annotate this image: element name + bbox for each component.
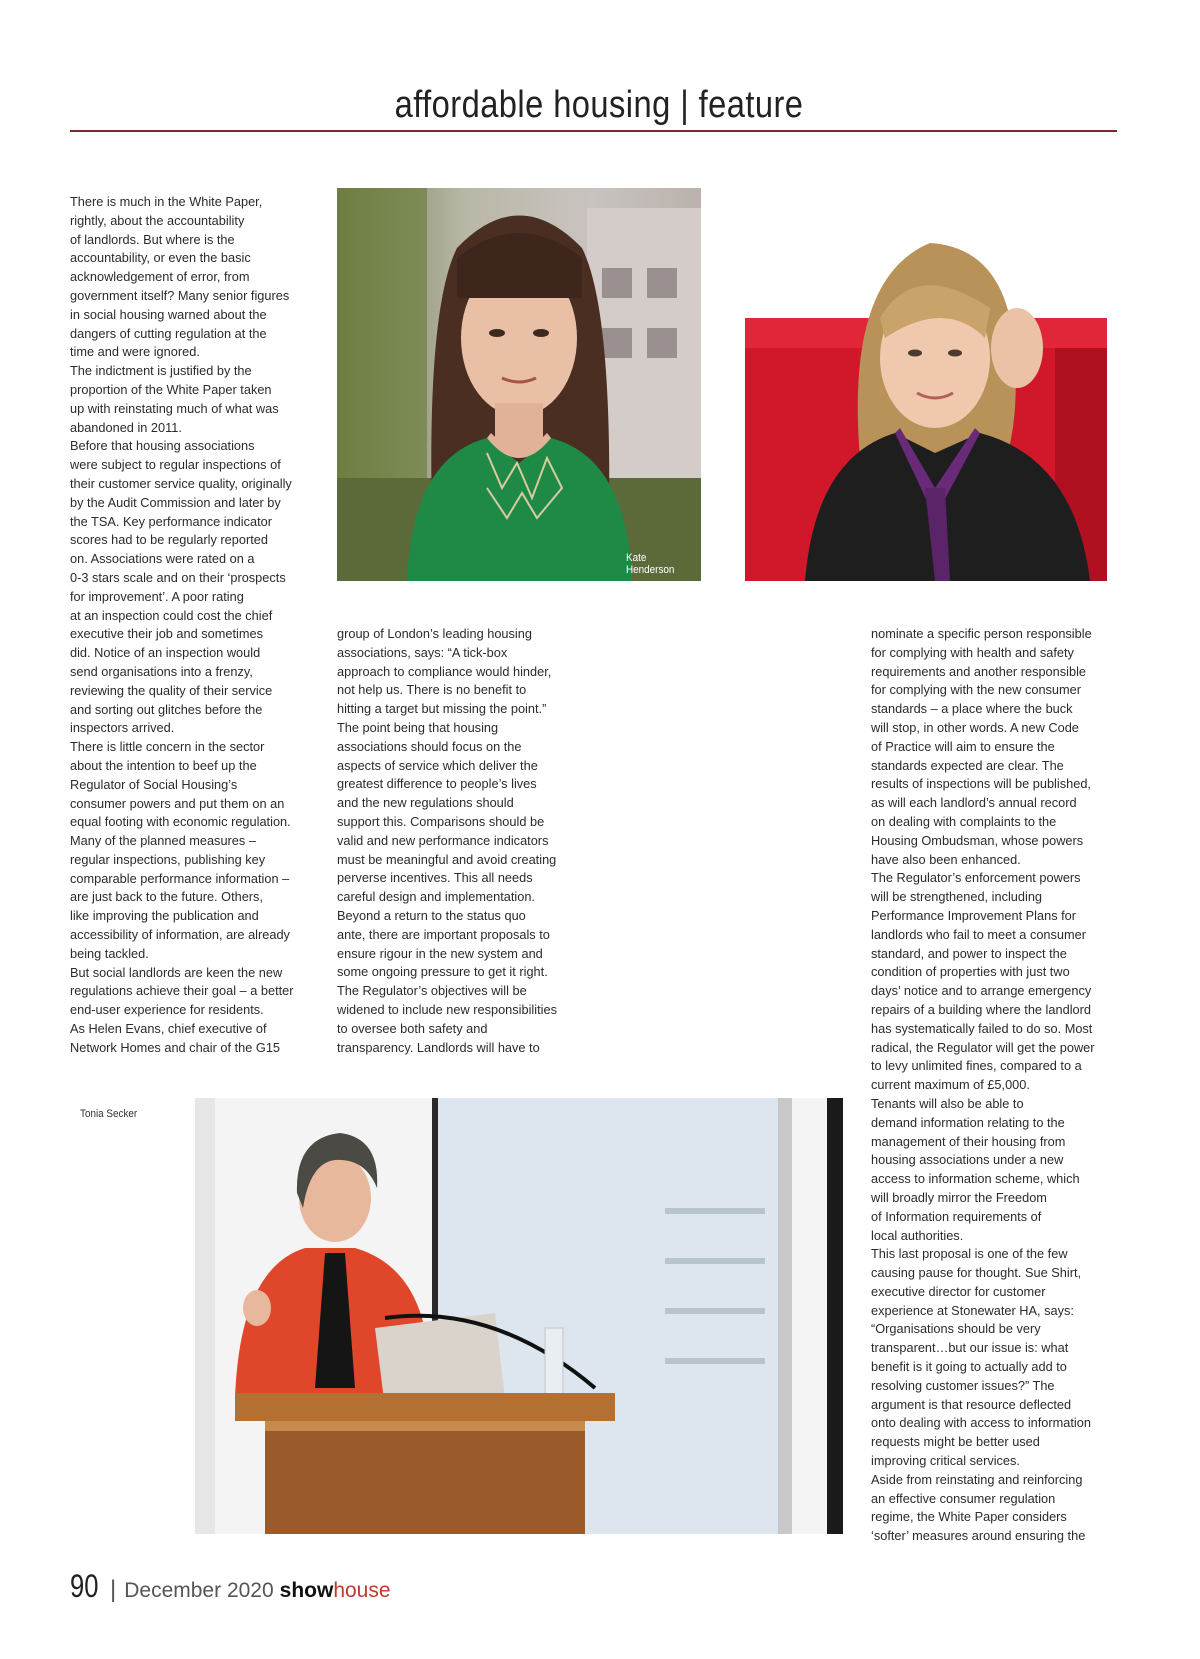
photo-kate-henderson xyxy=(337,188,701,581)
portrait-image xyxy=(337,188,701,581)
brand-logo-show: show xyxy=(279,1579,334,1602)
header-rule xyxy=(70,130,1117,132)
section-header: affordable housing | feature xyxy=(394,84,804,126)
article-column-1: There is much in the White Paper, rightly, about the accountability of landlords. But where is the accountability, or even the basic acknowledgement of error, from government itself? Many senior figures in social housing warned about the dangers of cutting regulation at the time and were ignored. The indictment is justified by the proportion of the White Paper taken up with reinstating much of what was abandoned in 2011. Before that housing associations were subject to regular inspections of their customer service quality, originally by the Audit Commission and later by the TSA. Key performance indicator scores had to be regularly reported on. Associations were rated on a 0-3 stars scale and on their ‘prospects for improvement’. A poor rating at an inspection could cost the chief executive their job and sometimes did. Notice of an inspection would send organisations into a frenzy, reviewing the quality of their service and sorting out glitches before the inspectors arrived. There is little concern in the sector about the intention to beef up the Regulator of Social Housing’s consumer powers and put them on an equal footing with economic regulation. Many of the planned measures – regular inspections, publishing key comparable performance information – are just back to the future. Others, like improving the publication and accessibility of information, are already being tackled. But social landlords are keen the new regulations achieve their goal – a better end-user experience for residents. As Helen Evans, chief executive of Network Homes and chair of the G15 xyxy=(70,194,294,1055)
article-column-2: group of London’s leading housing associations, says: “A tick-box approach to compliance would hinder, not help us. There is no benefit to hitting a target but missing the point.” The point being that housing associations should focus on the aspects of service which deliver the greatest difference to people’s lives and the new regulations should support this. Comparisons should be valid and new performance indicators must be meaningful and avoid creating perverse incentives. This all needs careful design and implementation. Beyond a return to the status quo ante, there are important proposals to ensure rigour in the new system and some ongoing pressure to get it right. The Regulator’s objectives will be widened to include new responsibilities to oversee both safety and transparency. Landlords will have to xyxy=(337,626,557,1055)
page-footer xyxy=(70,1568,391,1608)
brand-logo-house: house xyxy=(333,1579,391,1602)
caption-tonia-secker: Tonia Secker xyxy=(80,1108,138,1120)
photo-tonia-secker xyxy=(195,1098,843,1534)
caption-kate-henderson: Kate Henderson xyxy=(626,552,675,576)
photo-helen-evans xyxy=(745,188,1107,581)
speaker-image xyxy=(195,1098,843,1534)
footer-separator: | xyxy=(110,1576,117,1603)
issue-date: December 2020 xyxy=(124,1579,274,1602)
page-number: 90 xyxy=(70,1568,99,1604)
article-column-3: nominate a specific person responsible for complying with health and safety requirements and another responsible for complying with the new consumer standards – a place where the buck will stop, in other words. A new Code of Practice will aim to ensure the standards expected are clear. The results of inspections will be published, as will each landlord’s annual record on dealing with complaints to the Housing Ombudsman, whose powers have also been enhanced. The Regulator’s enforcement powers will be strengthened, including Performance Improvement Plans for landlords who fail to meet a consumer standard, and power to inspect the condition of properties with just two days’ notice and to arrange emergency repairs of a building where the landlord has systematically failed to do so. Most radical, the Regulator will get the power to levy unlimited fines, compared to a current maximum of £5,000. Tenants will also be able to demand information relating to the management of their housing from housing associations under a new access to information scheme, which will broadly mirror the Freedom of Information requirements of local authorities. This last proposal is one of the few causing pause for thought. Sue Shirt, executive director for customer experience at Stonewater HA, says: “Organisations should be very transparent…but our issue is: what benefit is it going to actually add to resolving customer issues?” The argument is that resource deflected onto dealing with access to information requests might be better used improving critical services. Aside from reinstating and reinforcing an effective consumer regulation regime, the White Paper considers ‘softer’ measures around ensuring the xyxy=(871,626,1095,1544)
portrait-image xyxy=(745,188,1107,581)
